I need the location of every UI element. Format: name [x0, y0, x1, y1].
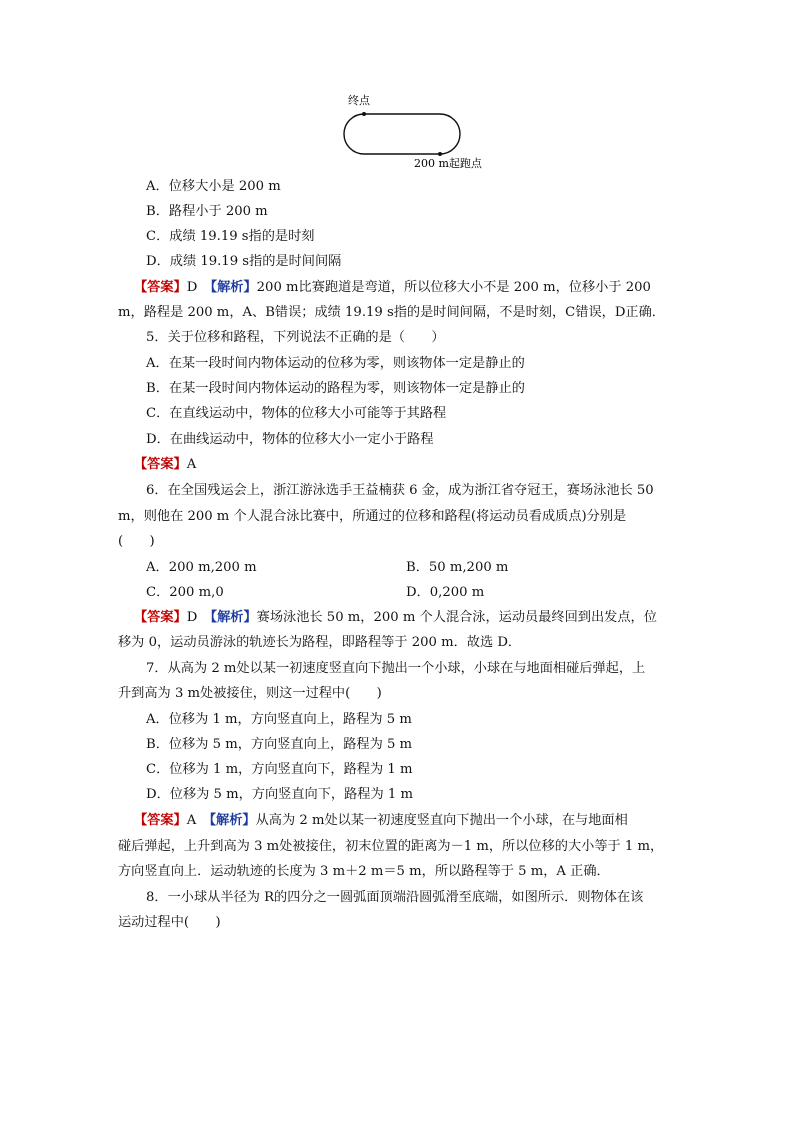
answer-tag: 【答案】 [134, 610, 187, 625]
q6-stem-line2: m，则他在 200 m 个人混合泳比赛中，所通过的位移和路程(将运动员看成质点)分别是 [118, 509, 627, 524]
analysis-text: 200 m比赛跑道是弯道，所以位移大小不是 200 m，位移小于 200 [256, 280, 651, 295]
q7-option-a: A．位移为 1 m，方向竖直向上，路程为 5 m [146, 712, 412, 727]
q6-option-c: C．200 m,0 [146, 585, 224, 600]
analysis-tag: 【解析】 [210, 280, 257, 295]
q4-analysis-line2: m，路程是 200 m，A、B错误；成绩 19.19 s指的是时间间隔，不是时刻，C错误，D正确． [118, 305, 665, 320]
q7-stem-line1: 7．从高为 2 m处以某一初速度竖直向下抛出一个小球，小球在与地面相碰后弹起，上 [146, 661, 646, 676]
q5-option-d: D．在曲线运动中，物体的位移大小一定小于路程 [146, 432, 434, 447]
q6-answer-line [134, 609, 657, 627]
q8-stem-line2: 运动过程中( ) [118, 915, 221, 930]
analysis-text: 赛场泳池长 50 m，200 m 个人混合泳，运动员最终回到出发点，位 [256, 610, 657, 625]
running-track-figure [336, 92, 486, 172]
q8-stem-line1: 8．一小球从半径为 R的四分之一圆弧面顶端沿圆弧滑至底端，如图所示．则物体在该 [146, 890, 644, 905]
q7-analysis-line3: 方向竖直向上．运动轨迹的长度为 3 m＋2 m＝5 m，所以路程等于 5 m，A 正确． [118, 864, 610, 879]
q4-answer-line [134, 279, 651, 297]
q7-option-b: B．位移为 5 m，方向竖直向上，路程为 5 m [146, 737, 413, 752]
q4-option-d: D．成绩 19.19 s指的是时间间隔 [146, 254, 342, 269]
start-point-dot [438, 152, 442, 156]
q7-stem-line2: 升到高为 3 m处被接住，则这一过程中( ) [118, 686, 382, 701]
q6-stem-line1: 6．在全国残运会上，浙江游泳选手王益楠获 6 金，成为浙江省夺冠王，赛场泳池长 50 [146, 483, 654, 498]
q7-answer-line [134, 812, 628, 830]
q7-option-d: D．位移为 5 m，方向竖直向下，路程为 1 m [146, 787, 413, 802]
q7-analysis-line2: 碰后弹起，上升到高为 3 m处被接住，初末位置的距离为－1 m，所以位移的大小等于 1 m， [118, 839, 664, 854]
answer-tag: 【答案】 [134, 457, 187, 472]
q6-option-a: A．200 m,200 m [146, 560, 257, 575]
figure-end-label: 终点 [348, 94, 370, 107]
q5-stem: 5．关于位移和路程，下列说法不正确的是（ ） [146, 330, 445, 345]
answer-value: A [186, 457, 197, 472]
analysis-text: 从高为 2 m处以某一初速度竖直向下抛出一个小球，在与地面相 [255, 813, 628, 828]
q5-option-b: B．在某一段时间内物体运动的路程为零，则该物体一定是静止的 [146, 381, 525, 396]
q5-option-a: A．在某一段时间内物体运动的位移为零，则该物体一定是静止的 [146, 356, 525, 371]
answer-value: D [186, 280, 198, 295]
answer-value: A [186, 813, 197, 828]
q4-option-b: B．路程小于 200 m [146, 204, 268, 219]
q5-option-c: C．在直线运动中，物体的位移大小可能等于其路程 [146, 406, 447, 421]
figure-start-label: 200 m起跑点 [414, 157, 482, 170]
analysis-tag: 【解析】 [209, 813, 256, 828]
q6-option-b: B．50 m,200 m [406, 560, 509, 575]
q6-stem-line3: ( ) [118, 534, 155, 549]
q6-option-d: D．0,200 m [406, 585, 485, 600]
answer-value: D [186, 610, 198, 625]
q5-answer-line [134, 456, 196, 474]
q4-option-c: C．成绩 19.19 s指的是时刻 [146, 229, 315, 244]
q6-analysis-line2: 移为 0，运动员游泳的轨迹长为路程，即路程等于 200 m．故选 D． [118, 635, 522, 650]
answer-tag: 【答案】 [134, 280, 187, 295]
q4-option-a: A．位移大小是 200 m [146, 179, 281, 194]
analysis-tag: 【解析】 [210, 610, 257, 625]
answer-tag: 【答案】 [134, 813, 187, 828]
track-loop [344, 114, 460, 154]
end-point-dot [362, 112, 366, 116]
q7-option-c: C．位移为 1 m，方向竖直向下，路程为 1 m [146, 762, 413, 777]
